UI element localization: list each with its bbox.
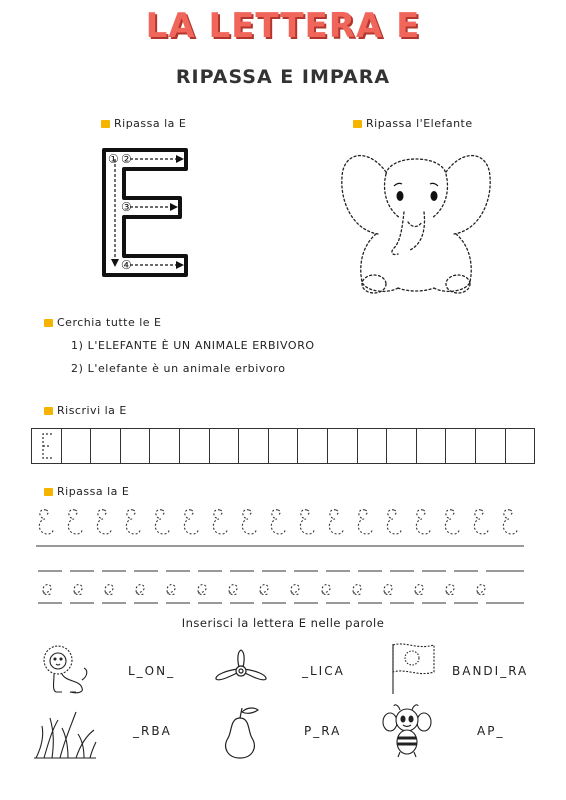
rewrite-cell[interactable]: [476, 429, 506, 463]
circle-heading: Cerchia tutte le E: [44, 316, 162, 329]
rewrite-cell[interactable]: [446, 429, 476, 463]
page-subtitle: RIPASSA E IMPARA: [175, 66, 391, 88]
rewrite-cell[interactable]: [62, 429, 92, 463]
stroke-number-4: ④: [121, 258, 132, 272]
bullet-icon: [353, 120, 362, 128]
word-elica[interactable]: _LICA: [302, 664, 345, 678]
dotted-e-icon: [40, 432, 56, 460]
word-leone[interactable]: L_ON_: [128, 664, 176, 678]
bullet-icon: [44, 319, 53, 327]
trace-letter-heading: Ripassa la E: [101, 117, 186, 130]
sentence-uppercase[interactable]: 1) L'ELEFANTE È UN ANIMALE ERBIVORO: [71, 339, 315, 352]
cursive-tracing-area[interactable]: [30, 503, 530, 609]
stroke-number-3: ③: [121, 200, 132, 214]
word-bandiera[interactable]: BANDI_RA: [452, 664, 529, 678]
word-ape[interactable]: AP_: [477, 724, 505, 738]
word-erba[interactable]: _RBA: [133, 724, 172, 738]
word-pera[interactable]: P_RA: [304, 724, 342, 738]
elephant-icon[interactable]: [338, 142, 494, 298]
trace-letter-e[interactable]: [100, 147, 192, 279]
rewrite-cell[interactable]: [298, 429, 328, 463]
bullet-icon: [101, 120, 110, 128]
rewrite-cell[interactable]: [239, 429, 269, 463]
rewrite-cell-example: [32, 429, 62, 463]
bullet-icon: [44, 488, 53, 496]
rewrite-cell[interactable]: [506, 429, 535, 463]
stroke-number-1: ①: [108, 152, 119, 166]
rewrite-cell[interactable]: [150, 429, 180, 463]
rewrite-cell[interactable]: [121, 429, 151, 463]
propeller-icon: [213, 648, 269, 694]
bullet-icon: [44, 407, 53, 415]
lion-icon: [40, 642, 92, 696]
trace-cursive-heading: Ripassa la E: [44, 485, 129, 498]
rewrite-cell[interactable]: [269, 429, 299, 463]
grass-icon: [32, 706, 98, 760]
pear-icon: [218, 704, 264, 760]
sentence-lowercase[interactable]: 2) L'elefante è un animale erbivoro: [71, 362, 286, 375]
rewrite-cell[interactable]: [91, 429, 121, 463]
rewrite-cell[interactable]: [387, 429, 417, 463]
rewrite-cell[interactable]: [358, 429, 388, 463]
trace-elephant-heading: Ripassa l'Elefante: [353, 117, 473, 130]
rewrite-cell[interactable]: [210, 429, 240, 463]
rewrite-grid: [31, 428, 535, 464]
rewrite-cell[interactable]: [180, 429, 210, 463]
rewrite-cell[interactable]: [328, 429, 358, 463]
page-title: LA LETTERA E: [145, 6, 421, 46]
flag-icon: [388, 640, 440, 696]
rewrite-cell[interactable]: [417, 429, 447, 463]
rewrite-heading: Riscrivi la E: [44, 404, 127, 417]
bee-icon: [382, 702, 432, 758]
stroke-number-2: ②: [121, 152, 132, 166]
insert-heading: Inserisci la lettera E nelle parole: [181, 616, 385, 630]
